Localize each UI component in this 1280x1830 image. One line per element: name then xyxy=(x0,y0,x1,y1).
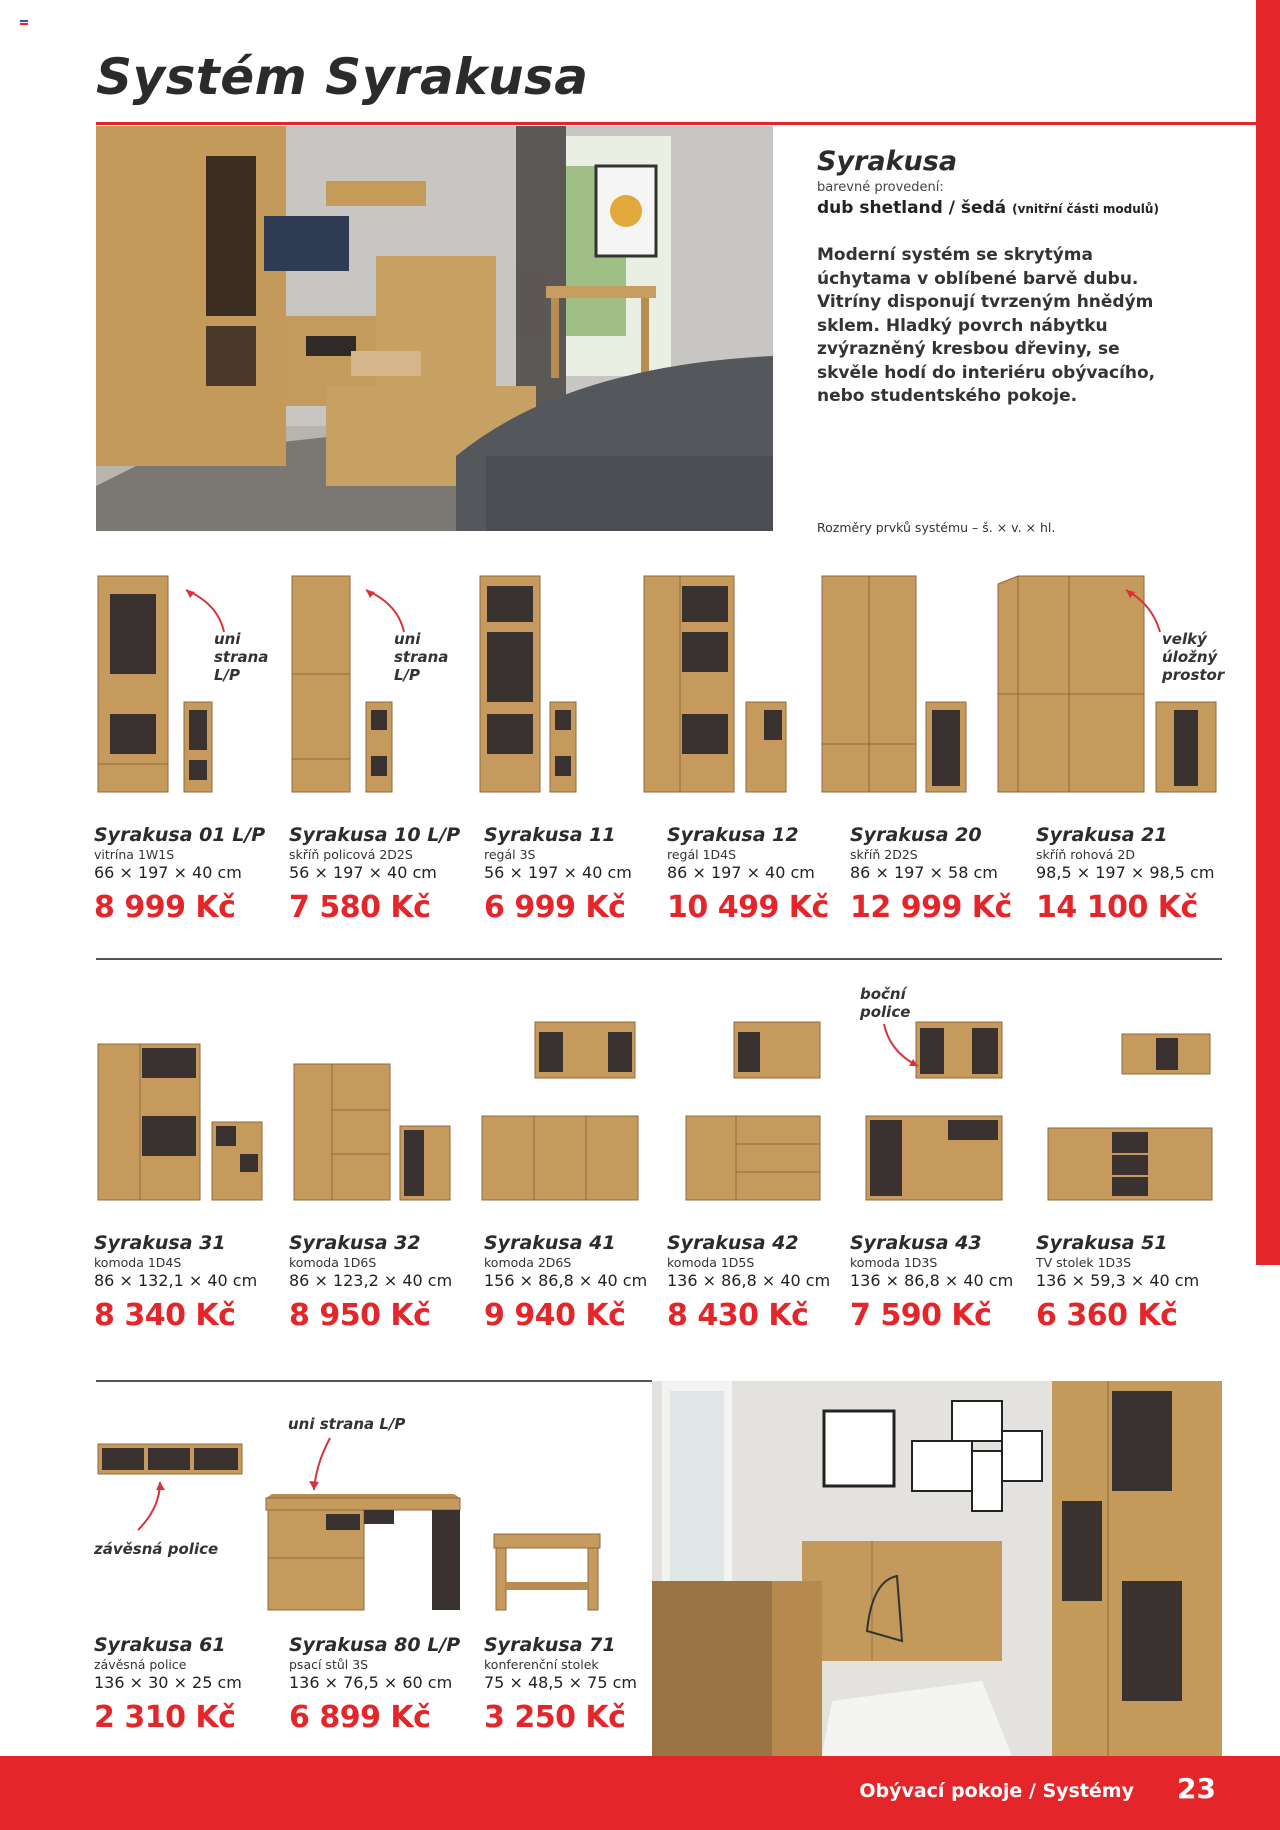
note-desk-side: uni strana L/P xyxy=(288,1415,406,1433)
product-dims: 86 × 132,1 × 40 cm xyxy=(94,1271,258,1290)
product-image-20 xyxy=(820,574,970,794)
finish-note: (vnitřní části modulů) xyxy=(1012,202,1159,216)
product-type: komoda 1D4S xyxy=(94,1255,182,1270)
product-price: 6 899 Kč xyxy=(289,1700,431,1735)
product-price: 8 430 Kč xyxy=(667,1298,809,1333)
product-name: Syrakusa 43 xyxy=(850,1232,982,1254)
intro-name: Syrakusa xyxy=(817,146,958,177)
product-type: komoda 1D6S xyxy=(289,1255,377,1270)
product-card xyxy=(94,1634,274,1735)
product-image-11 xyxy=(478,574,588,794)
product-dims: 66 × 197 × 40 cm xyxy=(94,863,242,882)
language-flag-icon xyxy=(20,20,28,25)
arrow-icon xyxy=(880,1022,924,1072)
product-name: Syrakusa 10 L/P xyxy=(289,824,461,846)
product-type: skříň policová 2D2S xyxy=(289,847,413,862)
product-image-42 xyxy=(684,1020,824,1202)
product-card xyxy=(850,1232,1030,1333)
product-dims: 136 × 86,8 × 40 cm xyxy=(850,1271,1014,1290)
product-price: 14 100 Kč xyxy=(1036,890,1198,925)
side-accent-bar xyxy=(1256,0,1280,1265)
title-divider xyxy=(96,122,1256,125)
product-type: konferenční stolek xyxy=(484,1657,599,1672)
product-type: komoda 1D3S xyxy=(850,1255,938,1270)
footer-section-title: Obývací pokoje / Systémy xyxy=(859,1780,1134,1802)
arrow-icon xyxy=(1122,584,1166,634)
product-card xyxy=(1036,1232,1216,1333)
page-number: 23 xyxy=(1177,1772,1216,1805)
product-card xyxy=(484,1634,664,1735)
product-dims: 56 × 197 × 40 cm xyxy=(289,863,437,882)
product-card xyxy=(1036,824,1216,925)
row-divider xyxy=(96,1380,652,1382)
finish-value xyxy=(817,198,1159,218)
product-price: 7 580 Kč xyxy=(289,890,431,925)
product-image-51 xyxy=(1046,1032,1216,1202)
product-price: 7 590 Kč xyxy=(850,1298,992,1333)
living-room-photo xyxy=(96,126,773,531)
product-dims: 86 × 123,2 × 40 cm xyxy=(289,1271,453,1290)
product-price: 3 250 Kč xyxy=(484,1700,626,1735)
product-price: 8 340 Kč xyxy=(94,1298,236,1333)
note-big-storage: velký úložný prostor xyxy=(1162,630,1225,684)
product-dims: 86 × 197 × 40 cm xyxy=(667,863,815,882)
intro-description: Moderní systém se skrytýma úchytama v oblíbené barvě dubu. Vitríny disponují tvrzeným hnědým sklem. Hladký povrch nábytku zvýrazněný kresbou dřeviny, se skvěle hodí do interiéru obývacího, nebo studentského pokoje. xyxy=(817,245,1156,406)
study-room-photo xyxy=(652,1381,1222,1756)
product-name: Syrakusa 20 xyxy=(850,824,982,846)
product-type: komoda 1D5S xyxy=(667,1255,755,1270)
product-image-31 xyxy=(96,1042,266,1202)
product-type: skříň rohová 2D xyxy=(1036,847,1135,862)
product-name: Syrakusa 71 xyxy=(484,1634,616,1656)
product-dims: 98,5 × 197 × 98,5 cm xyxy=(1036,863,1215,882)
product-dims: 136 × 59,3 × 40 cm xyxy=(1036,1271,1200,1290)
product-name: Syrakusa 32 xyxy=(289,1232,421,1254)
product-image-41 xyxy=(480,1020,640,1202)
finish-name: dub shetland / šedá xyxy=(817,198,1007,218)
row-divider xyxy=(96,958,1222,960)
product-name: Syrakusa 31 xyxy=(94,1232,226,1254)
product-type: TV stolek 1D3S xyxy=(1036,1255,1132,1270)
page-title: Systém Syrakusa xyxy=(96,48,589,106)
product-name: Syrakusa 61 xyxy=(94,1634,226,1656)
product-price: 8 950 Kč xyxy=(289,1298,431,1333)
note-hanging-shelf: závěsná police xyxy=(94,1540,219,1558)
product-type: regál 1D4S xyxy=(667,847,737,862)
product-name: Syrakusa 80 L/P xyxy=(289,1634,461,1656)
dimensions-note: Rozměry prvků systému – š. × v. × hl. xyxy=(817,520,1056,535)
product-image-32 xyxy=(292,1062,452,1202)
product-price: 12 999 Kč xyxy=(850,890,1012,925)
arrow-icon xyxy=(180,584,230,634)
product-card xyxy=(667,1232,847,1333)
product-card xyxy=(484,824,664,925)
arrow-icon xyxy=(360,584,410,634)
product-card xyxy=(289,1634,469,1735)
product-dims: 86 × 197 × 58 cm xyxy=(850,863,998,882)
product-dims: 136 × 76,5 × 60 cm xyxy=(289,1673,453,1692)
product-dims: 156 × 86,8 × 40 cm xyxy=(484,1271,648,1290)
product-image-61 xyxy=(96,1440,246,1480)
product-name: Syrakusa 11 xyxy=(484,824,616,846)
product-image-12 xyxy=(642,574,792,794)
product-name: Syrakusa 01 L/P xyxy=(94,824,266,846)
product-dims: 56 × 197 × 40 cm xyxy=(484,863,632,882)
product-name: Syrakusa 41 xyxy=(484,1232,616,1254)
product-card xyxy=(850,824,1030,925)
product-price: 10 499 Kč xyxy=(667,890,829,925)
product-dims: 136 × 30 × 25 cm xyxy=(94,1673,242,1692)
product-type: závěsná police xyxy=(94,1657,187,1672)
arrow-icon xyxy=(130,1478,170,1534)
product-image-71 xyxy=(492,1532,602,1612)
product-price: 6 360 Kč xyxy=(1036,1298,1178,1333)
product-type: komoda 2D6S xyxy=(484,1255,572,1270)
product-image-80 xyxy=(264,1492,464,1612)
product-name: Syrakusa 51 xyxy=(1036,1232,1168,1254)
note-uni-side-1: uni strana L/P xyxy=(214,630,269,684)
product-card xyxy=(484,1232,664,1333)
product-card xyxy=(289,1232,469,1333)
product-card xyxy=(289,824,469,925)
arrow-icon xyxy=(306,1434,336,1494)
product-name: Syrakusa 21 xyxy=(1036,824,1168,846)
product-price: 9 940 Kč xyxy=(484,1298,626,1333)
product-type: vitrína 1W1S xyxy=(94,847,175,862)
product-name: Syrakusa 12 xyxy=(667,824,799,846)
product-price: 8 999 Kč xyxy=(94,890,236,925)
finish-label: barevné provedení: xyxy=(817,180,944,195)
product-image-21 xyxy=(996,574,1221,794)
product-price: 6 999 Kč xyxy=(484,890,626,925)
product-dims: 75 × 48,5 × 75 cm xyxy=(484,1673,637,1692)
product-dims: 136 × 86,8 × 40 cm xyxy=(667,1271,831,1290)
product-card xyxy=(94,824,274,925)
note-uni-side-2: uni strana L/P xyxy=(394,630,449,684)
product-card xyxy=(667,824,847,925)
product-type: skříň 2D2S xyxy=(850,847,918,862)
product-name: Syrakusa 42 xyxy=(667,1232,799,1254)
product-type: regál 3S xyxy=(484,847,536,862)
product-type: psací stůl 3S xyxy=(289,1657,369,1672)
product-price: 2 310 Kč xyxy=(94,1700,236,1735)
note-side-shelves: boční police xyxy=(860,985,911,1021)
product-card xyxy=(94,1232,274,1333)
